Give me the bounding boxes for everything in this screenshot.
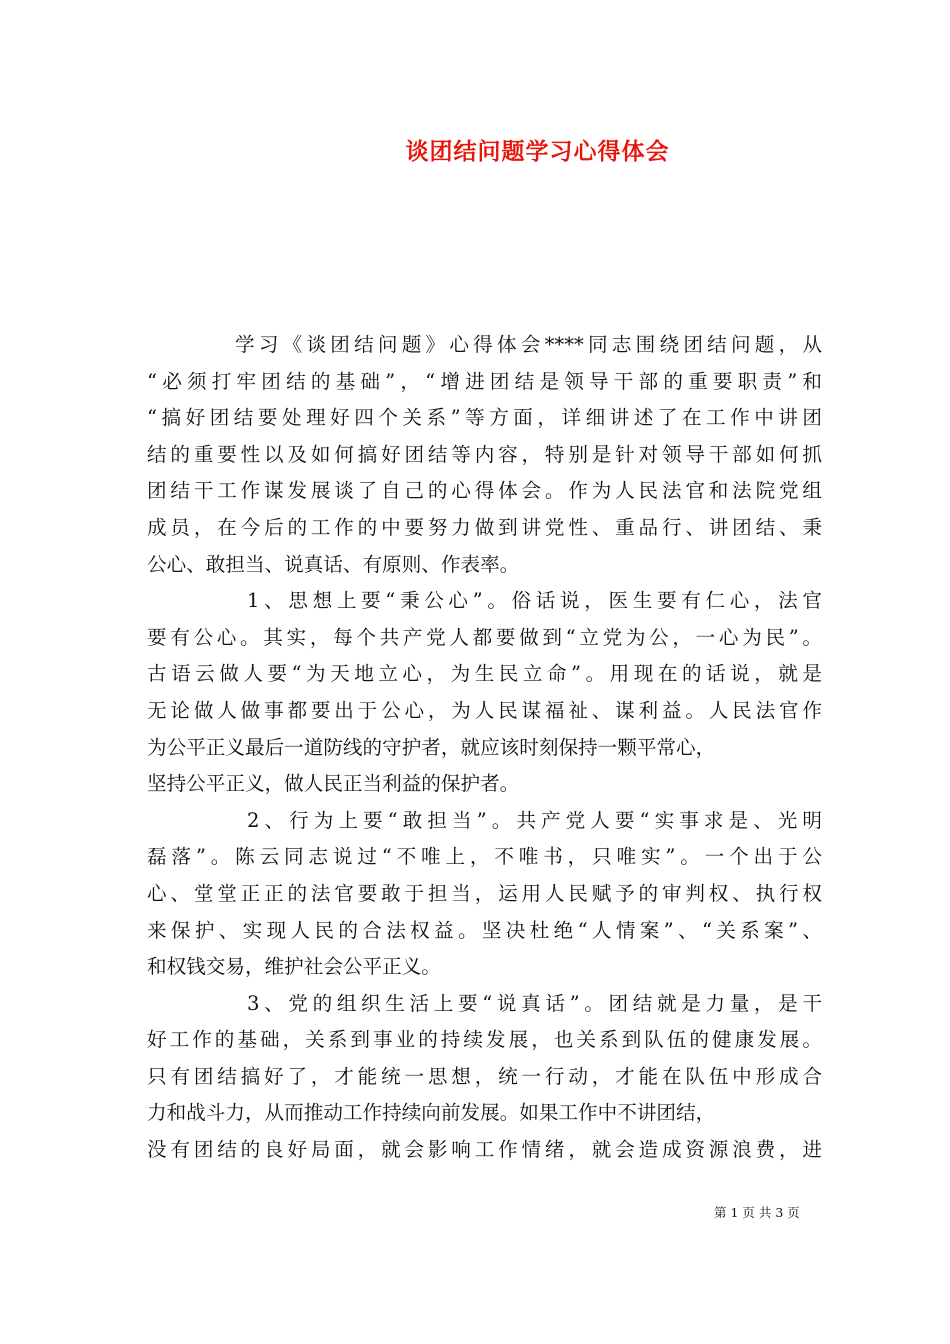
- body-text: [147, 327, 822, 1169]
- text-line: 无论做人做事都要出于公心，为人民谋福祉、谋利益。人民法官作: [147, 698, 822, 722]
- page-number: 第 1 页 共 3 页: [714, 1205, 800, 1220]
- text-line: 坚持公平正义，做人民正当利益的保护者。: [147, 772, 520, 796]
- text-line: 力和战斗力，从而推动工作持续向前发展。如果工作中不讲团结，: [147, 1101, 716, 1125]
- text-line: 团结干工作谋发展谈了自己的心得体会。作为人民法官和法院党组: [147, 479, 822, 503]
- text-line: 1、思想上要“秉公心”。俗话说，医生要有仁心，法官: [247, 589, 822, 613]
- text-line: “必须打牢团结的基础”，“增进团结是领导干部的重要职责”和: [147, 369, 822, 393]
- text-line: 要有公心。其实，每个共产党人都要做到“立党为公，一心为民”。: [147, 625, 822, 649]
- text-line: 只有团结搞好了，才能统一思想，统一行动，才能在队伍中形成合: [147, 1064, 822, 1088]
- text-line: 古语云做人要“为天地立心，为生民立命”。用现在的话说，就是: [147, 662, 822, 686]
- text-line: 和权钱交易，维护社会公平正义。: [147, 955, 441, 979]
- text-line: 心、堂堂正正的法官要敢于担当，运用人民赋予的审判权、执行权: [147, 881, 822, 905]
- text-line: 来保护、实现人民的合法权益。坚决杜绝“人情案”、“关系案”、: [147, 918, 822, 942]
- page-title: 谈团结问题学习心得体会: [405, 138, 670, 165]
- text-line: 学习《谈团结问题》心得体会****同志围绕团结问题，从: [235, 333, 822, 356]
- text-line: “搞好团结要处理好四个关系”等方面，详细讲述了在工作中讲团: [147, 406, 822, 430]
- text-line: 2、行为上要“敢担当”。共产党人要“实事求是、光明: [247, 808, 822, 832]
- text-line: 成员，在今后的工作的中要努力做到讲党性、重品行、讲团结、秉: [147, 515, 822, 539]
- text-line: 3、党的组织生活上要“说真话”。团结就是力量，是干: [247, 991, 822, 1015]
- text-line: 为公平正义最后一道防线的守护者，就应该时刻保持一颗平常心，: [147, 735, 716, 759]
- text-line: 没有团结的良好局面，就会影响工作情绪，就会造成资源浪费，进: [147, 1138, 822, 1162]
- text-line: 磊落”。陈云同志说过“不唯上，不唯书，只唯实”。一个出于公: [147, 845, 822, 869]
- text-line: 结的重要性以及如何搞好团结等内容，特别是针对领导干部如何抓: [147, 442, 822, 466]
- text-line: 好工作的基础，关系到事业的持续发展，也关系到队伍的健康发展。: [147, 1028, 822, 1052]
- text-line: 公心、敢担当、说真话、有原则、作表率。: [147, 552, 520, 576]
